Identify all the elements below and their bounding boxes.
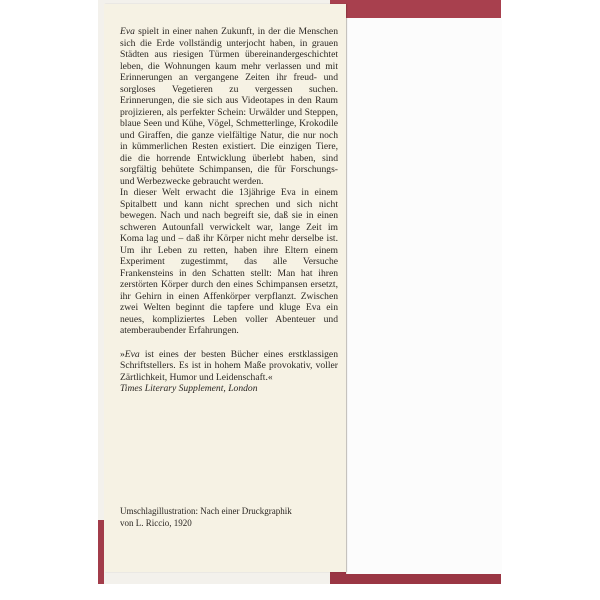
dust-jacket-flap <box>104 4 346 572</box>
endpaper-page <box>346 18 502 574</box>
flap-description <box>120 26 338 395</box>
synopsis-paragraph-2 <box>120 187 338 337</box>
cover-illustration-credit <box>120 506 338 529</box>
credit-line-2: von L. Riccio, 1920 <box>120 517 192 528</box>
review-quote <box>120 349 338 395</box>
quote-open-mark: » <box>120 348 125 360</box>
quote-body: ist eines der besten Bücher eines erstklassigen Schriftstellers. Es ist in hohem Maße provokativ, voller Zärtlichkeit, Humor und Leidenschaft.« <box>120 348 338 383</box>
synopsis-text-2: In dieser Welt erwacht die 13jährige Eva in einem Spitalbett und kann nicht sprechen und sich nicht bewegen. Nach und nach begreift sie, daß sie in einen schweren Autounfall verwickelt war, lange Zeit im Koma lag und – daß ihr Körper nicht mehr derselbe ist. Um ihr Leben zu retten, haben ihre Eltern einem Experiment zugestimmt, das alle Versuche Frankensteins in den Schatten stellt: Man hat ihren zerstörten Körper durch den eines Schimpansen ersetzt, ihr Gehirn in einen Affenkörper verpflanzt. Zwischen zwei Welten beginnt die tapfere und kluge Eva ein neues, kompliziertes Leben voller Abenteuer und atemberaubender Erfahrungen. <box>120 187 338 336</box>
review-source: Times Literary Supplement, London <box>120 383 258 394</box>
synopsis-text-1: spielt in einer nahen Zukunft, in der die Menschen sich die Erde vollständig unterjocht haben, in grauen Städten aus riesigen Türmen übereinandergeschichtet leben, die Wohnungen kaum mehr verlassen und mit Erinnerungen an vergangene Zeiten ihr freud- und sorgloses Vegetieren zu vergessen suchen. Erinnerungen, die sie sich aus Videotapes in den Raum projizieren, als perfekter Schein: Urwälder und Steppen, blaue Seen und Kühe, Vögel, Schmetterlinge, Krokodile und Giraffen, die ganze vielfältige Natur, die nur noch in kümmerlichen Resten existiert. Die einzigen Tiere, die die horrende Entwicklung überlebt haben, sind sorgfältig behütete Schimpansen, die für Forschungs- und Werbezwecke gebraucht werden. <box>120 26 338 187</box>
review-quote-text <box>120 349 338 384</box>
quote-book-title: Eva <box>124 348 140 360</box>
synopsis-paragraph-1 <box>120 26 338 187</box>
credit-line-1: Umschlagillustration: Nach einer Druckgraphik <box>120 506 292 516</box>
book-title: Eva <box>120 26 135 37</box>
